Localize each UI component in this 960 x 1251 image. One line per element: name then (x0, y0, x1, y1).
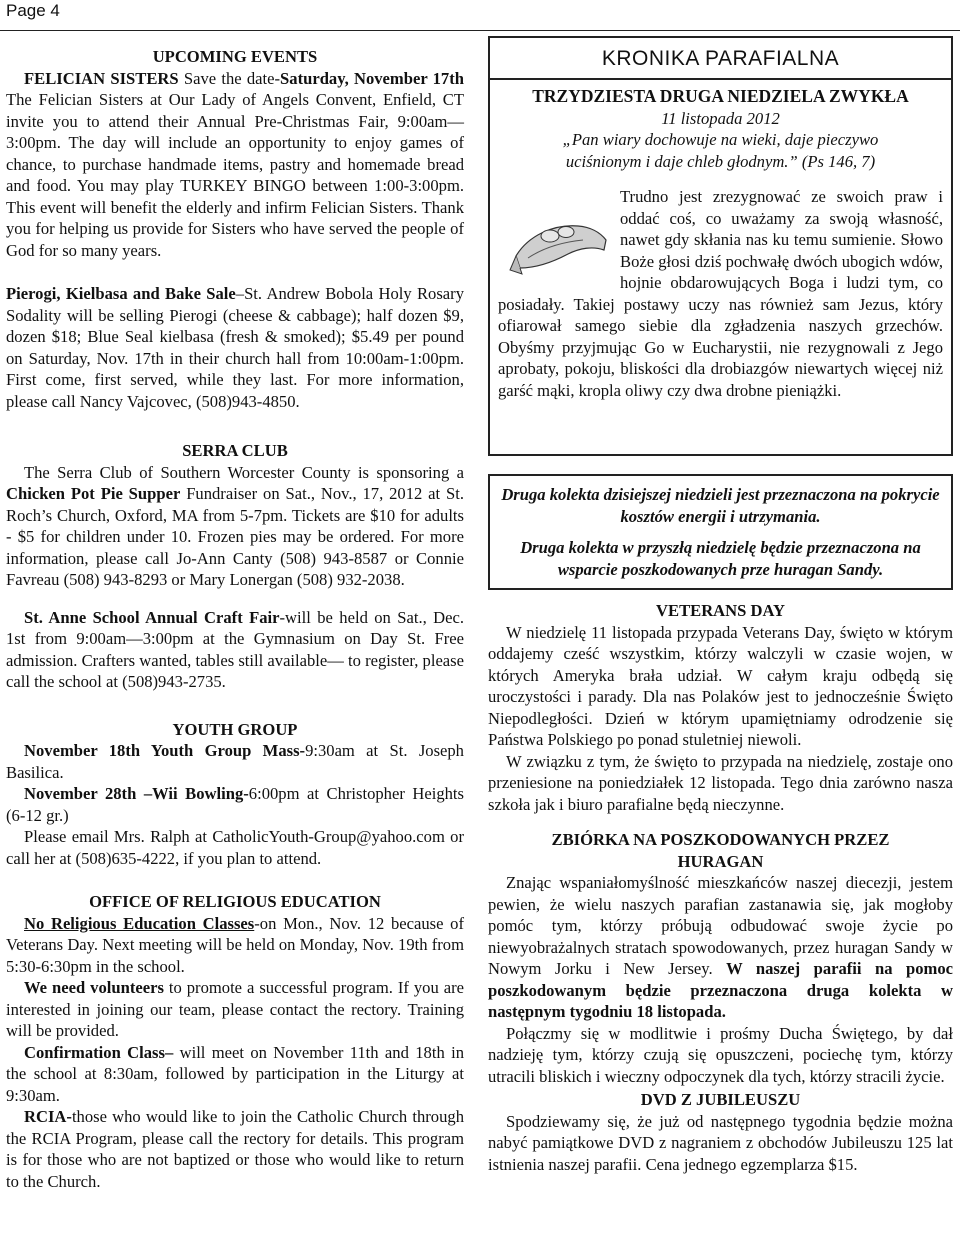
volunteers-paragraph: We need volunteers to promote a successful program. If you are interested in joining our team, please contact the rectory. Training will be provided. (6, 978, 464, 1040)
sunday-heading: TRZYDZIESTA DRUGA NIEDZIELA ZWYKŁA (532, 86, 909, 106)
left-column (6, 36, 464, 1192)
collection-today: Druga kolekta dzisiejszej niedzieli jest przeznaczona na pokrycie kosztów energii i utrzymania. (501, 485, 940, 526)
dvd-paragraph: Spodziewamy się, że już od następnego tygodnia będzie można nabyć pamiątkowe DVD z nagraniem z obchodów Jubileuszu 125 lat istnienia naszej parafii. Cena jednego egzemplarza $15. (488, 1111, 953, 1174)
reflection-text: Trudno jest zrezygnować ze swoich praw i oddać coś, co uważamy za swoją własność, nawet gdy skłania nas ku temu sumienie. Słowo Boże głosi dziś pochwałę dwóch ubogich wdów, hojnie obdarowujących Boga i ludzi tym, co posiadały. Takiej postawy uczy nas również sam Jezus, który ofiarował samego siebie dla zgładzenia naszych grzechów. Obyśmy przyjmując Go w Eucharystii, nie rezygnowali z Jego aprobaty, pokoju, bliskości dla drobiazgów niewartych więcej niż garść mąki, kropla oliwy czy dwa drobne pieniążki. (498, 187, 943, 400)
psalm-quote: „Pan wiary dochowuje na wieki, daje pieczywo uciśnionym i daje chleb głodnym.” (Ps 146, 7) (562, 130, 879, 171)
sunday-date: 11 listopada 2012 (661, 108, 780, 128)
kronika-title: KRONIKA PARAFIALNA (601, 47, 840, 70)
dvd-title: DVD Z JUBILEUSZU (640, 1090, 801, 1109)
upcoming-events-title: UPCOMING EVENTS (152, 47, 318, 66)
veterans-day-paragraph-1: W niedzielę 11 listopada przypada Veterans Day, święto w którym oddajemy cześć wszystkim, którzy walczyli w czasie wojen, w których Ameryka brała udział. W całym kraju odbędą się uroczystości i parady. Dla nas Polaków jest to jednocześnie Święto Niepodległości. Dzień w którym upamiętniamy odrodzenie się Państwa Polskiego po ponad stuletniej niewoli. (488, 622, 953, 749)
veterans-day-paragraph-2: W związku z tym, że święto to przypada na niedzielę, zostaje ono przeniesione na poniedziałek 12 listopada. Tego dnia zarówno nasza szkoła jak i biuro parafialne będą nieczynne. (488, 751, 953, 814)
youth-wii-bowling: November 28th –Wii Bowling-6:00pm at Christopher Heights (6-12 gr.) (6, 784, 464, 825)
veterans-day-title: VETERANS DAY (656, 601, 785, 620)
youth-contact: Please email Mrs. Ralph at CatholicYouth-Group@yahoo.com or call her at (508)635-4222, if you plan to attend. (6, 827, 464, 868)
hurricane-collection-paragraph-1: Znając wspaniałomyślność mieszkańców naszej diecezji, jestem pewien, że wielu naszych parafian zastanawia się, jak mogłoby pomóc tym, którzy próbują odbudować swoje życie po niewyobrażalnych stratach spowodowanych, przez huragan Sandy w Nowym Jorku i New Jersey. W naszej parafii na pomoc poszkodowanym będzie przeznaczona druga kolekta w następnym tygodniu 18 listopada. (488, 873, 953, 1021)
kronika-box (488, 36, 953, 456)
page-number: Page 4 (6, 1, 60, 20)
hurricane-collection-paragraph-2: Połączmy się w modlitwie i prośmy Ducha Świętego, by dał nadzieję tym, którzy czują się opuszczeni, pociechę tym, którzy utracili bliskich i wieczny odpoczynek dla tych, którzy stracili życie. (488, 1023, 953, 1086)
no-classes-paragraph: No Religious Education Classes-on Mon., Nov. 12 because of Veterans Day. Next meeting will be held on Monday, Nov. 19th from 5:30-6:30pm in the school. (6, 913, 464, 976)
confirmation-paragraph: Confirmation Class– will meet on November 11th and 18th in the school at 8:30am, followed by participation in the Liturgy at 9:30am. (6, 1042, 464, 1105)
rcia-paragraph: RCIA-those who would like to join the Catholic Church through the RCIA Program, please call the rectory for details. This program is for those who are not baptized or those who would like to return to the Church. (6, 1107, 464, 1191)
header-rule (0, 30, 960, 31)
youth-group-title: YOUTH GROUP (172, 719, 298, 739)
hand-with-coins-illustration (508, 196, 612, 282)
pierogi-paragraph: Pierogi, Kielbasa and Bake Sale–St. Andrew Bobola Holy Rosary Sodality will be selling Pierogi (cheese & cabbage); half dozen $9, dozen $18; Blue Seal kielbasa (fresh & smoked); $5.49 per pound on Saturday, Nov. 17th in their church hall from 10:00am-1:00pm. First come, first served, while they last. For more information, please call Nancy Vajcovec, (508)943-4850. (6, 284, 464, 411)
collection-next-week: Druga kolekta w przyszłą niedzielę będzie przeznaczona na wsparcie poszkodowanych prze huragan Sandy. (520, 538, 921, 579)
right-column (488, 36, 953, 1175)
serra-club-title: SERRA CLUB (182, 441, 288, 460)
collection-box (488, 474, 953, 590)
hurricane-collection-title: ZBIÓRKA NA POSZKODOWANYCH PRZEZ HURAGAN (551, 830, 890, 871)
religious-education-title: OFFICE OF RELIGIOUS EDUCATION (89, 892, 381, 911)
serra-club-paragraph: The Serra Club of Southern Worcester County is sponsoring a Chicken Pot Pie Supper Fundraiser on Sat., Nov., 17, 2012 at St. Roch’s Church, Oxford, MA from 5-7pm. Tickets are $10 for adults - $5 for children under 10. Frozen pies may be ordered. For more information, please call Jo-Ann Canty (508) 943-8587 or Connie Favreau (508) 943-8293 or Mary Lonergan (508) 932-2038. (6, 462, 464, 589)
st-anne-craft-fair: St. Anne School Annual Craft Fair-will be held on Sat., Dec. 1st from 9:00am—3:00pm at the Gymnasium on Day St. Free admission. Crafters wanted, tables still available— to register, please call the school at (508)943-2735. (6, 607, 464, 691)
youth-group-mass: November 18th Youth Group Mass-9:30am at St. Joseph Basilica. (6, 741, 464, 782)
felician-sisters-paragraph: FELICIAN SISTERS Save the date-Saturday, November 17th The Felician Sisters at Our Lady of Angels Convent, Enfield, CT invite you to attend their Annual Pre-Christmas Fair, 9:00am—3:00pm. The day will include an opportunity to enjoy games of chance, to purchase handmade items, pastry and homemade bread and food. You may play TURKEY BINGO between 1:00-3:00pm. This event will benefit the elderly and infirm Felician Sisters. Thank you for helping us provide for Sisters who have served the people of God for so many years. (6, 68, 464, 260)
reflection-text-block (498, 186, 943, 401)
